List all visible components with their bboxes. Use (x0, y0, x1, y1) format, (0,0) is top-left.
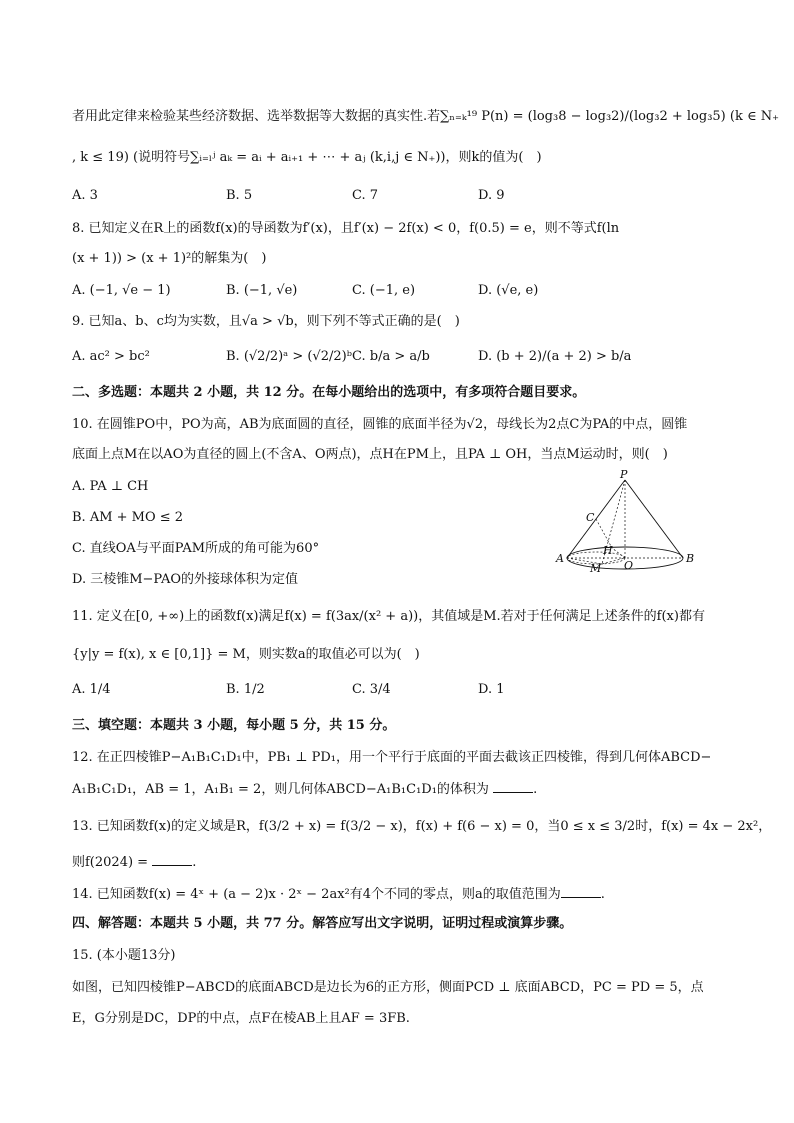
q9-option-c: C. b/a > a/b (352, 349, 430, 364)
q7-option-c: C. 7 (352, 188, 379, 203)
q12-answer-blank[interactable] (493, 780, 533, 793)
edge-pb (625, 480, 683, 558)
label-m: M (590, 562, 602, 575)
q7-option-b: B. 5 (226, 188, 253, 203)
cone-figure (550, 468, 700, 580)
label-h: H (603, 544, 613, 557)
q14-text-line (72, 885, 605, 904)
q9-text: 9. 已知a、b、c均为实数，且√a > √b，则下列不等式正确的是( ) (72, 314, 460, 329)
q10-text-line2: 底面上点M在以AO为直径的圆上(不含A、O两点)，点H在PM上，且PA ⊥ OH，当点M运动时，则( ) (72, 447, 668, 462)
q13-answer-blank[interactable] (152, 853, 192, 866)
q8-option-b: B. (−1, √e) (226, 283, 298, 298)
q11-option-d: D. 1 (478, 682, 505, 697)
q7-option-d: D. 9 (478, 188, 505, 203)
q12-text-line1: 12. 在正四棱锥P−A₁B₁C₁D₁中，PB₁ ⊥ PD₁，用一个平行于底面的平面去截该正四棱锥，得到几何体ABCD− (72, 750, 712, 765)
q10-option-d: D. 三棱锥M−PAO的外接球体积为定值 (72, 572, 299, 587)
q11-option-b: B. 1/2 (226, 682, 265, 697)
q8-option-c: C. (−1, e) (352, 283, 416, 298)
q11-text-line2: {y|y = f(x), x ∈ [0,1]} = M，则实数a的取值必可以为( ) (72, 647, 420, 662)
q8-text-line2: (x + 1)) > (x + 1)²的解集为( ) (72, 251, 267, 266)
q14-text: 14. 已知函数f(x) = 4ˣ + (a − 2)x · 2ˣ − 2ax²有4个不同的零点，则a的取值范围为 (72, 887, 561, 902)
label-o: O (624, 559, 634, 572)
q9-option-b: B. (√2/2)ᵃ > (√2/2)ᵇ (226, 349, 352, 364)
q10-option-c: C. 直线OA与平面PAM所成的角可能为60° (72, 541, 320, 556)
q7-option-a: A. 3 (72, 188, 98, 203)
q11-option-c: C. 3/4 (352, 682, 391, 697)
section-2-heading: 二、多选题：本题共 2 小题，共 12 分。在每小题给出的选项中，有多项符合题目要求。 (72, 385, 586, 400)
q14-period: . (600, 887, 605, 902)
section-3-heading: 三、填空题：本题共 3 小题，每小题 5 分，共 15 分。 (72, 718, 396, 733)
label-b: B (686, 552, 695, 565)
q13-text-line1: 13. 已知函数f(x)的定义域是R，f(3/2 + x) = f(3/2 − x)，f(x) + f(6 − x) = 0，当0 ≤ x ≤ 3/2时，f(x) = 4x − 2x²， (72, 819, 772, 834)
q13-text-line2 (72, 853, 196, 872)
q8-text-line1: 8. 已知定义在R上的函数f(x)的导函数为f′(x)，且f′(x) − 2f(x) < 0，f(0.5) = e，则不等式f(ln (72, 221, 620, 236)
q10-option-b: B. AM + MO ≤ 2 (72, 510, 184, 525)
q12-text-line2 (72, 780, 537, 799)
q9-option-a: A. ac² > bc² (72, 349, 150, 364)
q13-text: 则f(2024) = (72, 855, 149, 870)
q7-text-line2: , k ≤ 19) (说明符号∑ᵢ₌ₗʲ aₖ = aᵢ + aᵢ₊₁ + ⋯ + aⱼ (k,i,j ∈ N₊))，则k的值为( ) (72, 150, 542, 165)
label-c: C (586, 511, 595, 524)
q7-text-line1: 者用此定律来检验某些经济数据、选举数据等大数据的真实性.若∑ₙ₌ₖ¹⁹ P(n) = (log₃8 − log₃2)/(log₃2 + log₃5) (k ∈ N₊ (72, 109, 779, 124)
q9-option-d: D. (b + 2)/(a + 2) > b/a (478, 349, 632, 364)
label-p: P (620, 468, 628, 481)
q15-text-line2: E，G分别是DC，DP的中点，点F在棱AB上且AF = 3FB. (72, 1011, 410, 1026)
q11-option-a: A. 1/4 (72, 682, 111, 697)
q15-text-line1: 如图，已知四棱锥P−ABCD的底面ABCD是边长为6的正方形，侧面PCD ⊥ 底面ABCD，PC = PD = 5，点 (72, 980, 704, 995)
q14-answer-blank[interactable] (561, 885, 601, 898)
q8-option-a: A. (−1, √e − 1) (72, 283, 171, 298)
q15-header: 15. (本小题13分) (72, 948, 176, 963)
q8-option-d: D. (√e, e) (478, 283, 539, 298)
section-4-heading: 四、解答题：本题共 5 小题，共 77 分。解答应写出文字说明，证明过程或演算步骤。 (72, 916, 573, 931)
q10-text-line1: 10. 在圆锥PO中，PO为高，AB为底面圆的直径，圆锥的底面半径为√2，母线长为2点C为PA的中点，圆锥 (72, 417, 688, 432)
q11-text-line1: 11. 定义在[0, +∞)上的函数f(x)满足f(x) = f(3ax/(x² + a))，其值域是M.若对于任何满足上述条件的f(x)都有 (72, 609, 705, 624)
q10-option-a: A. PA ⊥ CH (72, 479, 149, 494)
q13-period: . (192, 855, 197, 870)
label-a: A (556, 552, 564, 565)
q12-period: . (533, 782, 538, 797)
q12-text: A₁B₁C₁D₁，AB = 1，A₁B₁ = 2，则几何体ABCD−A₁B₁C₁D₁的体积为 (72, 782, 489, 797)
